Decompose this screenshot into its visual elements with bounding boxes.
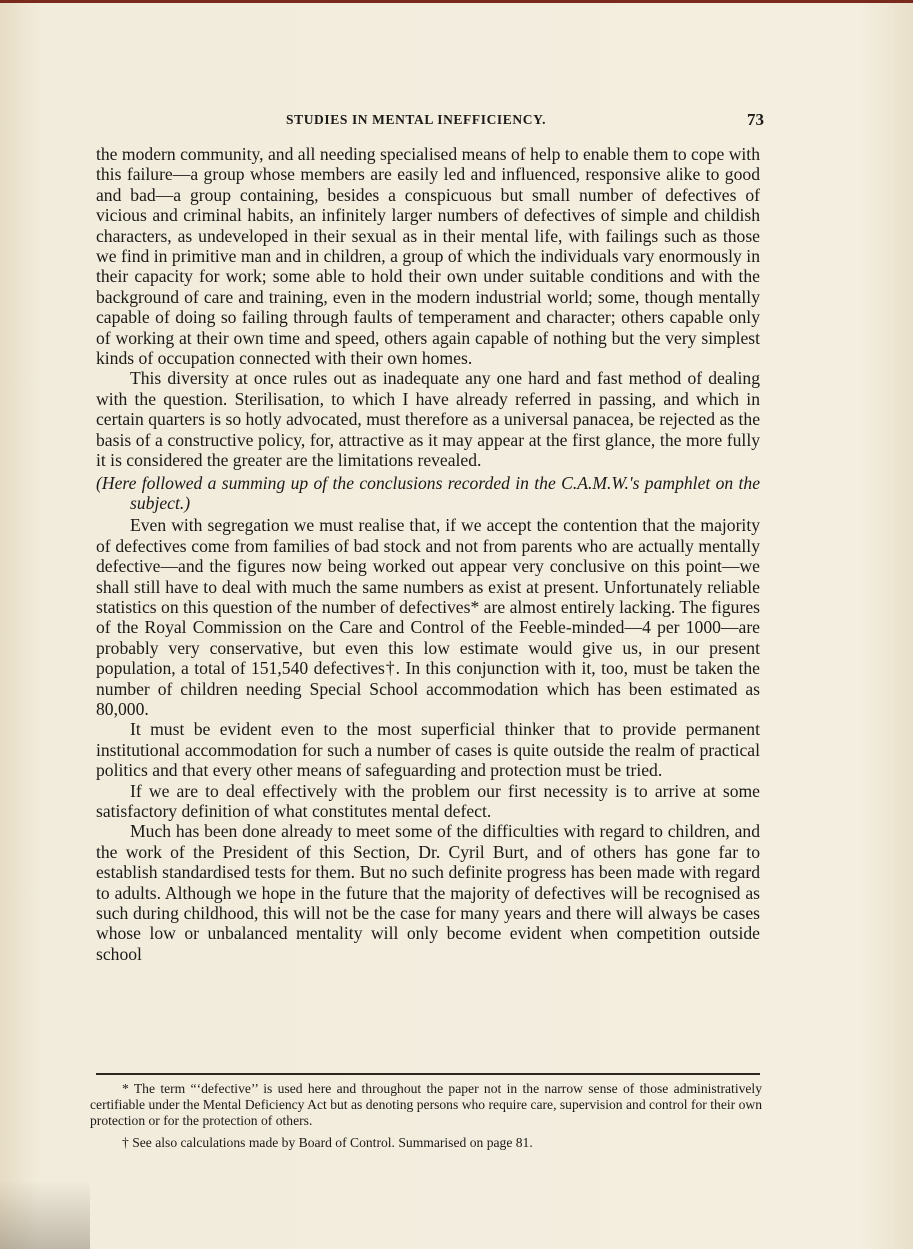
footnote: † See also calculations made by Board of Control. Summarised on page 81. [122,1135,533,1150]
paragraph: If we are to deal effectively with the problem our first necessity is to arrive at some satisfactory definition of what constitutes mental defect. [96,780,760,821]
paragraph: the modern community, and all needing specialised means of help to enable them to cope with this failure—a group whose members are easily led and influenced, responsive alike to good and bad—a group containing, besides a conspicuous but small number of defectives of vicious and criminal habits, an infinitely larger numbers of defectives of simple and childish characters, as undeveloped in their sexual as in their mental life, with failings such as those we find in primitive man and in children, a group of which the individuals vary enormously in their capacity for work; some able to hold their own under suitable conditions and with the background of care and training, even in the modern industrial world; some, though mentally capable of doing so failing through faults of temperament and character; others capable only of working at their own time and speed, others again capable of nothing but the very simplest kinds of occupation connected with their own homes. [96,144,760,369]
editorial-note: (Here followed a summing up of the conclusions recorded in the C.A.M.W.'s pamphlet on the subject.) [96,472,760,513]
footnote: * The term “‘defective’’ is used here and throughout the paper not in the narrow sense of those administratively certifiable under the Mental Deficiency Act but as denoting persons who require care, supervision and control for their own protection or for the protection of others. [90,1081,762,1128]
page-number: 73 [747,110,764,129]
paragraph: Even with segregation we must realise that, if we accept the contention that the majority of defectives come from families of bad stock and not from parents who are actually mentally defective—and the figures now being worked out appear very conclusive on this point—we shall still have to deal with much the same numbers as exist at present. Unfortunately reliable statistics on this question of the number of defectives* are almost entirely lacking. The figures of the Royal Commission on the Care and Control of the Feeble-minded—4 per 1000—are probably very conservative, but even this low estimate would give us, in our present population, a total of 151,540 defectives†. In this conjunction with it, too, must be taken the number of children needing Special School accommodation which has been estimated as 80,000. [96,515,760,719]
running-title: STUDIES IN MENTAL INEFFICIENCY. [286,112,547,127]
footnotes [90,1081,762,1151]
paragraph: It must be evident even to the most superficial thinker that to provide permanent institutional accommodation for such a number of cases is quite outside the realm of practical politics and that every other means of safeguarding and protection must be tried. [96,719,760,781]
running-header [96,112,764,134]
paragraph: This diversity at once rules out as inadequate any one hard and fast method of dealing with the question. Sterilisation, to which I have already referred in passing, and which in certain quarters is so hotly advocated, must therefore as a universal panacea, be rejected as the basis of a constructive policy, for, attractive as it may appear at the first glance, the more fully it is considered the greater are the limitations revealed. [96,368,760,471]
footnote-rule [96,1073,760,1075]
paragraph: Much has been done already to meet some of the difficulties with regard to children, and the work of the President of this Section, Dr. Cyril Burt, and of others has gone far to establish standardised tests for them. But no such definite progress has been made with regard to adults. Although we hope in the future that the majority of defectives will be recognised as such during childhood, this will not be the case for many years and there will always be cases whose low or unbalanced mentality will only become evident when competition outside school [96,821,760,964]
binding-shadow [0,1180,90,1249]
page-top-edge [0,0,913,3]
body-text [96,144,760,964]
